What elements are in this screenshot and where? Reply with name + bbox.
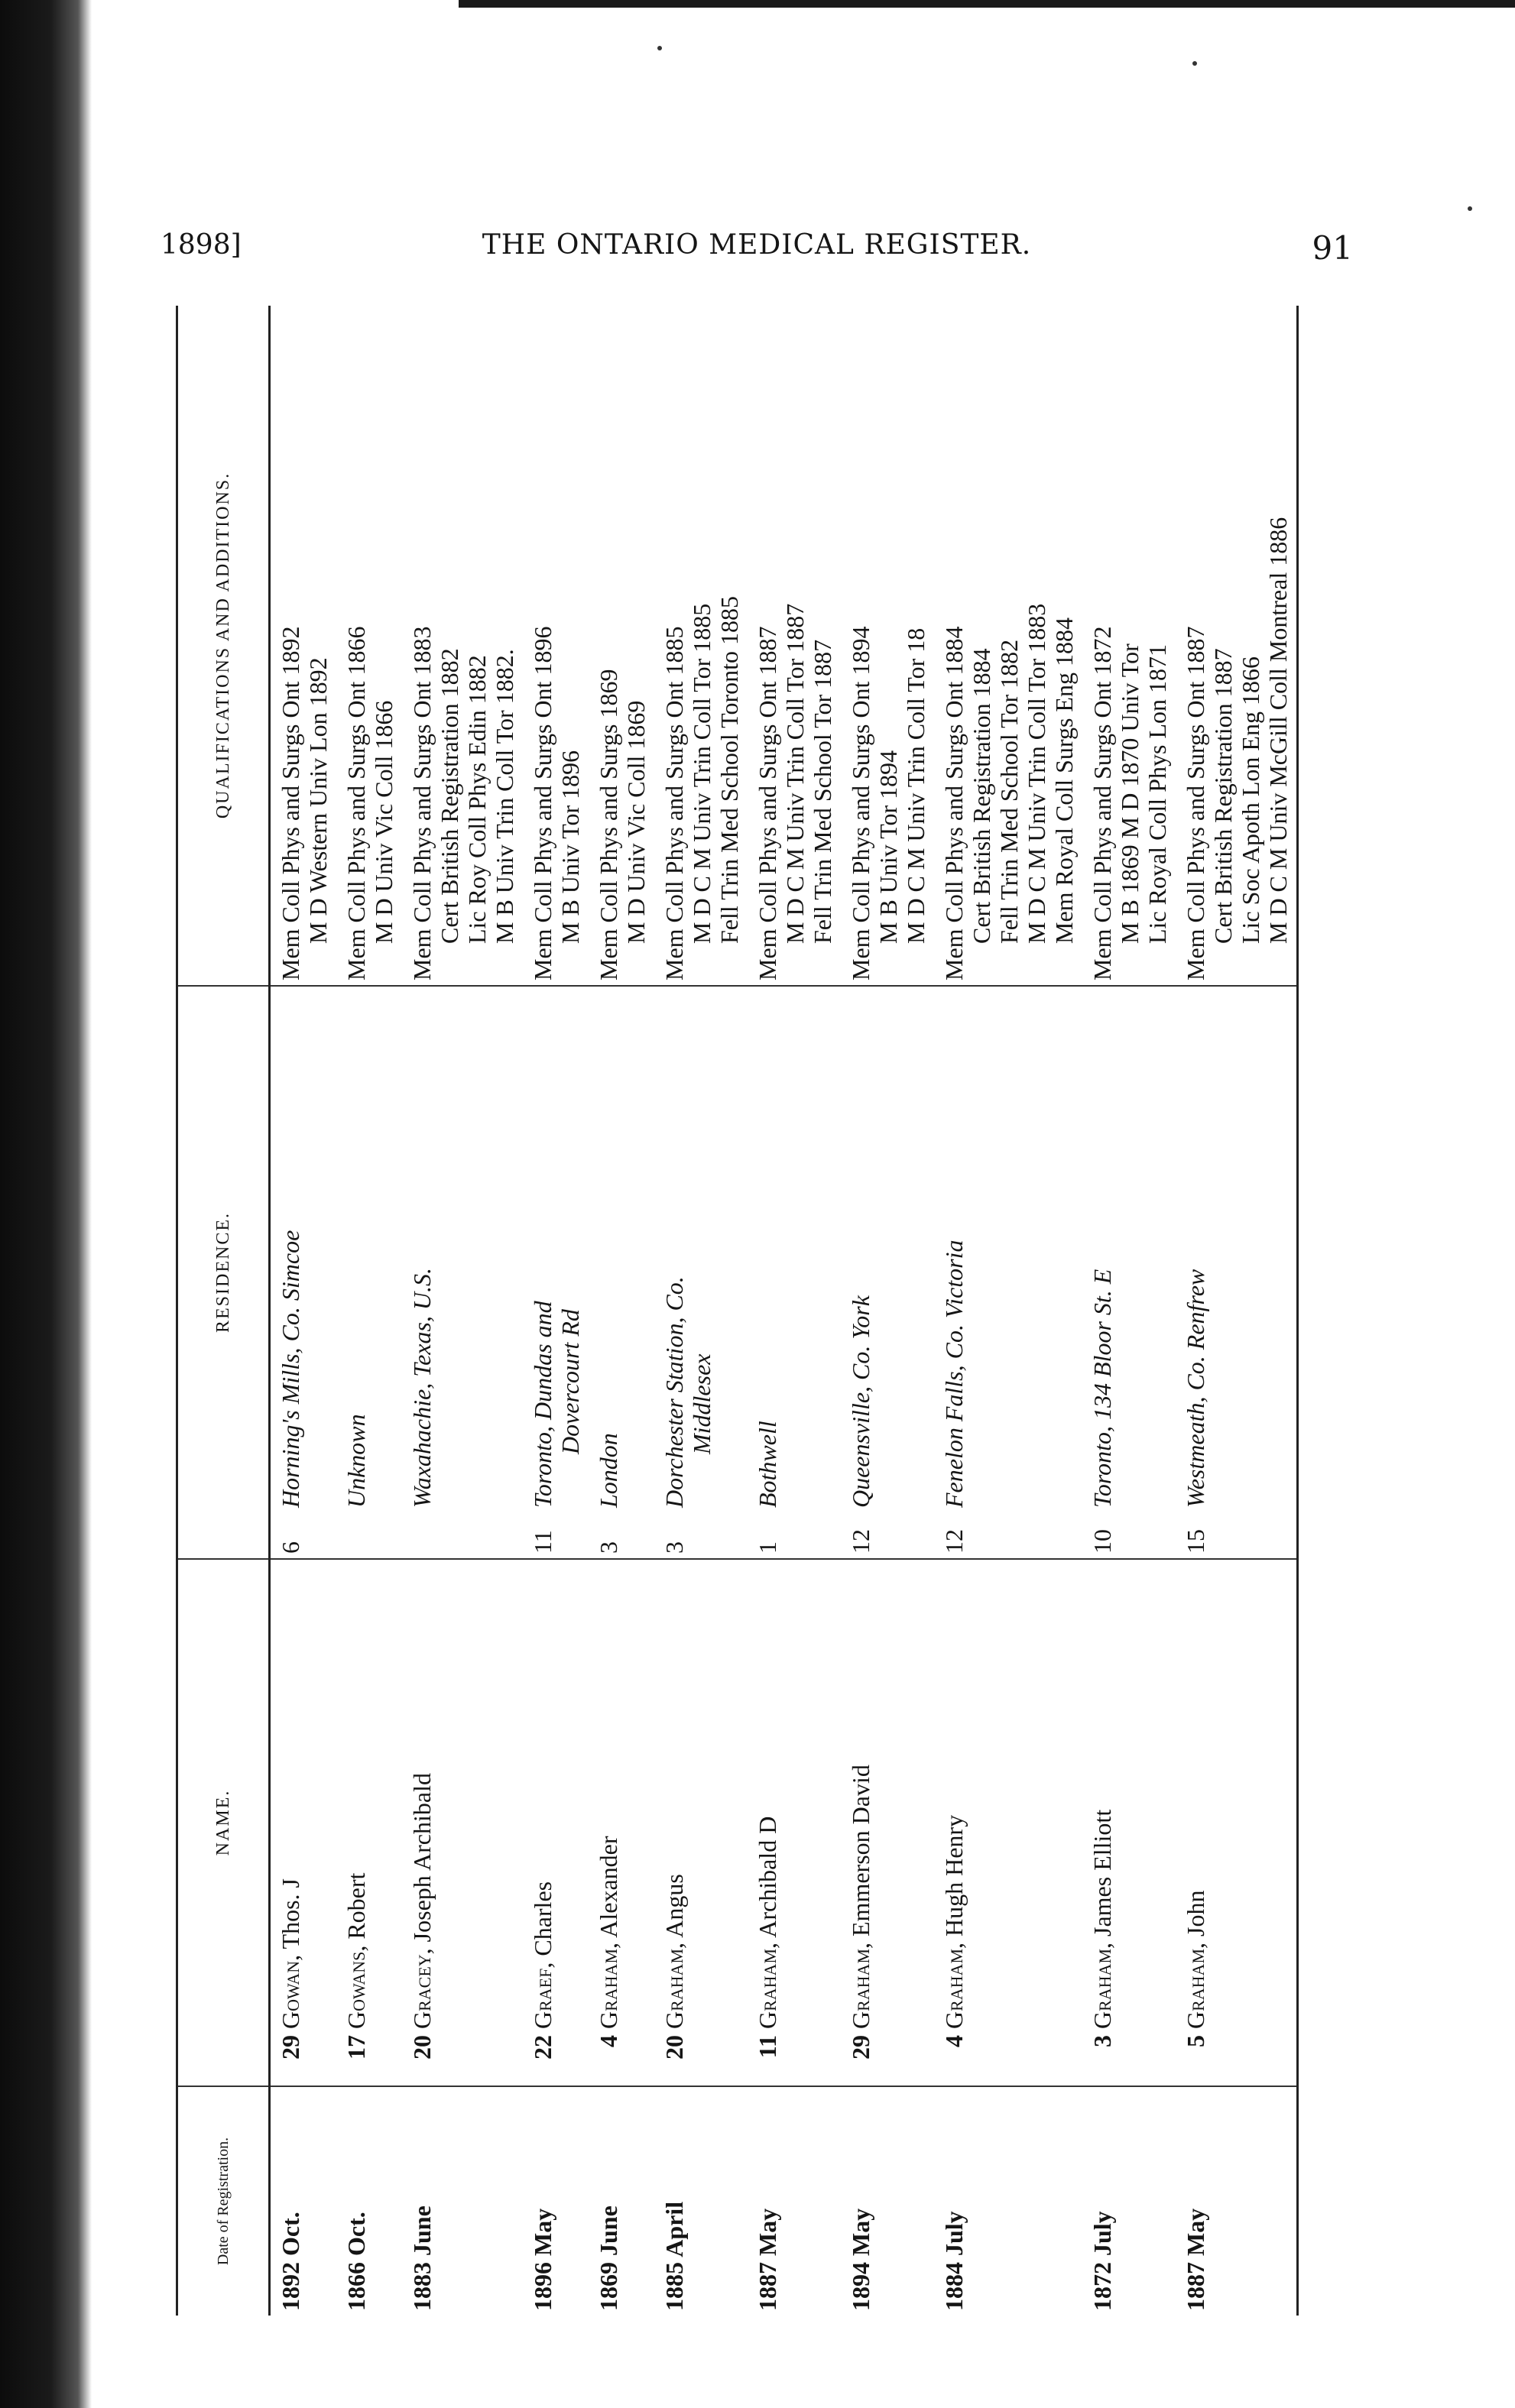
qualification-line: Mem Coll Phys and Surgs Ont 1884 (940, 626, 968, 980)
residence: Unknown (342, 1414, 370, 1508)
given-name: James Elliott (1088, 1809, 1116, 1936)
column-header-date: Date of Registration. (177, 2086, 270, 2316)
surname: Gowans, (342, 1945, 370, 2029)
table-row (841, 306, 934, 2316)
name-cell (270, 1559, 337, 2086)
name-cell (841, 1559, 934, 2086)
given-name: Archibald D (754, 1816, 781, 1938)
column-header-residence: RESIDENCE. (177, 986, 270, 1559)
registration-date: 1884 July (934, 2086, 1082, 2316)
qualification-line: Fell Trin Med School Toronto 1885 (715, 596, 743, 944)
registration-day: 11 (754, 2035, 781, 2059)
table-row (1176, 306, 1298, 2316)
residence-cell (1176, 986, 1298, 1559)
paper-speck (657, 46, 662, 50)
given-name: Alexander (595, 1836, 622, 1938)
surname: Gracey, (408, 1948, 436, 2029)
column-header-qualifications: QUALIFICATIONS AND ADDITIONS. (177, 306, 270, 986)
qualification-line: Fell Trin Med School Tor 1887 (809, 639, 836, 944)
qualification-line: M B Univ Tor 1894 (874, 750, 902, 944)
residence: Waxahachie, Texas, U.S. (408, 1267, 436, 1508)
qualification-line: M B Univ Trin Coll Tor 1882. (491, 649, 518, 944)
page-header (161, 229, 1353, 275)
qualification-line: Mem Coll Phys and Surgs Ont 1892 (277, 626, 304, 980)
registration-day: 22 (529, 2035, 556, 2060)
division-number: 10 (1088, 1529, 1116, 1554)
qualifications-cell (270, 306, 337, 986)
qualification-line: Mem Coll Phys and Surgs Ont 1872 (1088, 626, 1116, 980)
given-name: Robert (342, 1872, 370, 1940)
paper-speck (1192, 61, 1197, 66)
registration-date: 1896 May (523, 2086, 589, 2316)
register-table (176, 306, 1299, 2316)
division-number: 6 (277, 1541, 304, 1554)
name-cell (748, 1559, 841, 2086)
qualification-line: Mem Coll Phys and Surgs Ont 1866 (342, 626, 370, 980)
registration-date: 1883 June (402, 2086, 523, 2316)
name-cell (589, 1559, 654, 2086)
qualifications-cell (934, 306, 1082, 986)
given-name: Charles (529, 1881, 556, 1956)
table-row (1082, 306, 1176, 2316)
surname: Graham, (754, 1942, 781, 2029)
residence-cell (402, 986, 523, 1559)
residence: Queensville, Co. York (847, 1295, 874, 1508)
qualification-line: Mem Coll Phys and Surgs Ont 1887 (754, 626, 781, 980)
given-name: Angus (660, 1874, 688, 1938)
division-number: 11 (529, 1530, 556, 1554)
surname: Graham, (595, 1942, 622, 2029)
header-title: THE ONTARIO MEDICAL REGISTER. (482, 229, 1032, 261)
book-spine-shadow (0, 0, 92, 2408)
given-name: Thos. J (277, 1878, 304, 1949)
residence: Toronto, Dundas and (529, 1301, 556, 1508)
residence-cell (841, 986, 934, 1559)
qualifications-cell (1176, 306, 1298, 986)
name-cell (1082, 1559, 1176, 2086)
qualification-line: M D Western Univ Lon 1892 (304, 657, 332, 944)
qualification-line: Cert British Registration 1887 (1209, 648, 1237, 944)
residence-line-2: Dovercourt Rd (556, 1309, 584, 1454)
qualifications-cell (748, 306, 841, 986)
qualification-line: Mem Coll Phys and Surgs 1869 (595, 669, 622, 980)
table-row (934, 306, 1082, 2316)
registration-day: 4 (940, 2035, 968, 2047)
column-header-name: NAME. (177, 1559, 270, 2086)
qualification-line: Mem Coll Phys and Surgs Ont 1885 (660, 626, 688, 980)
residence-line-2: Middlesex (688, 1353, 715, 1454)
registration-day: 3 (1088, 2035, 1116, 2047)
given-name: Emmerson David (847, 1765, 874, 1936)
qualification-line: M D Univ Vic Coll 1869 (622, 700, 650, 944)
qualification-line: Mem Coll Phys and Surgs Ont 1894 (847, 626, 874, 980)
residence-cell (336, 986, 402, 1559)
qualification-line: Cert British Registration 1884 (968, 648, 995, 944)
register-table-area (176, 306, 1353, 2316)
division-number: 3 (595, 1541, 622, 1554)
qualification-line: M D C M Univ Trin Coll Tor 1885 (688, 603, 715, 944)
registration-date: 1887 May (748, 2086, 841, 2316)
qualification-line: Mem Coll Phys and Surgs Ont 1896 (529, 626, 556, 980)
surname: Graham, (1088, 1942, 1116, 2029)
registration-day: 20 (660, 2035, 688, 2060)
qualifications-cell (336, 306, 402, 986)
qualification-line: Lic Soc Apoth Lon Eng 1866 (1237, 656, 1264, 944)
table-row (523, 306, 589, 2316)
table-row (748, 306, 841, 2316)
name-cell (336, 1559, 402, 2086)
residence-cell (934, 986, 1082, 1559)
rotated-register (176, 306, 1353, 2316)
surname: Graham, (660, 1942, 688, 2029)
qualification-line: Mem Coll Phys and Surgs Ont 1887 (1182, 626, 1209, 980)
table-row (336, 306, 402, 2316)
qualification-line: M D C M Univ McGill Coll Montreal 1886 (1264, 517, 1292, 944)
division-number: 12 (940, 1529, 968, 1554)
qualification-line: M B Univ Tor 1896 (556, 750, 584, 944)
registration-date: 1892 Oct. (270, 2086, 337, 2316)
name-cell (934, 1559, 1082, 2086)
table-row (654, 306, 748, 2316)
header-year: 1898] (161, 229, 242, 261)
qualification-line: Mem Royal Coll Surgs Eng 1884 (1050, 617, 1078, 944)
qualification-line: Mem Coll Phys and Surgs Ont 1883 (408, 626, 436, 980)
residence: Horning's Mills, Co. Simcoe (277, 1230, 304, 1508)
qualifications-cell (402, 306, 523, 986)
qualification-line: Cert British Registration 1882 (436, 648, 463, 944)
qualifications-cell (841, 306, 934, 986)
name-cell (654, 1559, 748, 2086)
qualification-line: Lic Royal Coll Phys Lon 1871 (1144, 644, 1171, 944)
qualification-line: Lic Roy Coll Phys Edin 1882 (463, 655, 491, 944)
given-name: Hugh Henry (940, 1814, 968, 1936)
registration-day: 29 (847, 2035, 874, 2060)
registration-date: 1872 July (1082, 2086, 1176, 2316)
qualifications-cell (589, 306, 654, 986)
qualifications-cell (1082, 306, 1176, 986)
residence-cell (748, 986, 841, 1559)
division-number: 15 (1182, 1529, 1209, 1554)
table-header-row (177, 306, 270, 2316)
registration-date: 1885 April (654, 2086, 748, 2316)
table-row (402, 306, 523, 2316)
registration-day: 4 (595, 2035, 622, 2047)
registration-date: 1894 May (841, 2086, 934, 2316)
name-cell (402, 1559, 523, 2086)
qualification-line: M D Univ Vic Coll 1866 (370, 700, 397, 944)
qualification-line: M D C M Univ Trin Coll Tor 1887 (781, 603, 809, 944)
name-cell (1176, 1559, 1298, 2086)
registration-date: 1869 June (589, 2086, 654, 2316)
qualification-line: M B 1869 M D 1870 Univ Tor (1116, 643, 1144, 944)
residence-cell (654, 986, 748, 1559)
registration-date: 1887 May (1176, 2086, 1298, 2316)
qualifications-cell (654, 306, 748, 986)
page-number: 91 (1312, 229, 1353, 267)
residence: Dorchester Station, Co. (660, 1276, 688, 1508)
qualification-line: M D C M Univ Trin Coll Tor 18 (902, 627, 929, 944)
registration-day: 29 (277, 2035, 304, 2060)
registration-day: 17 (342, 2035, 370, 2060)
registration-day: 5 (1182, 2035, 1209, 2047)
given-name: John (1182, 1890, 1209, 1936)
residence-cell (1082, 986, 1176, 1559)
residence-cell (270, 986, 337, 1559)
qualification-line: Fell Trin Med School Tor 1882 (995, 639, 1023, 944)
name-cell (523, 1559, 589, 2086)
division-number: 3 (660, 1541, 688, 1554)
surname: Graham, (847, 1942, 874, 2029)
surname: Graef, (529, 1962, 556, 2029)
register-body (270, 306, 1298, 2316)
division-number: 1 (754, 1541, 781, 1554)
residence: Fenelon Falls, Co. Victoria (940, 1240, 968, 1508)
top-edge-shadow (459, 0, 1515, 8)
residence-cell (589, 986, 654, 1559)
division-number: 12 (847, 1529, 874, 1554)
given-name: Joseph Archibald (408, 1773, 436, 1943)
surname: Graham, (940, 1942, 968, 2029)
qualification-line: M D C M Univ Trin Coll Tor 1883 (1023, 603, 1050, 944)
registration-day: 20 (408, 2035, 436, 2060)
qualifications-cell (523, 306, 589, 986)
residence: London (595, 1433, 622, 1508)
residence: Westmeath, Co. Renfrew (1182, 1269, 1209, 1508)
residence: Toronto, 134 Bloor St. E (1088, 1269, 1116, 1508)
registration-date: 1866 Oct. (336, 2086, 402, 2316)
residence: Bothwell (754, 1421, 781, 1508)
table-row (270, 306, 337, 2316)
residence-cell (523, 986, 589, 1559)
surname: Graham, (1182, 1942, 1209, 2029)
paper-speck (1468, 206, 1472, 211)
table-row (589, 306, 654, 2316)
surname: Gowan, (277, 1954, 304, 2029)
